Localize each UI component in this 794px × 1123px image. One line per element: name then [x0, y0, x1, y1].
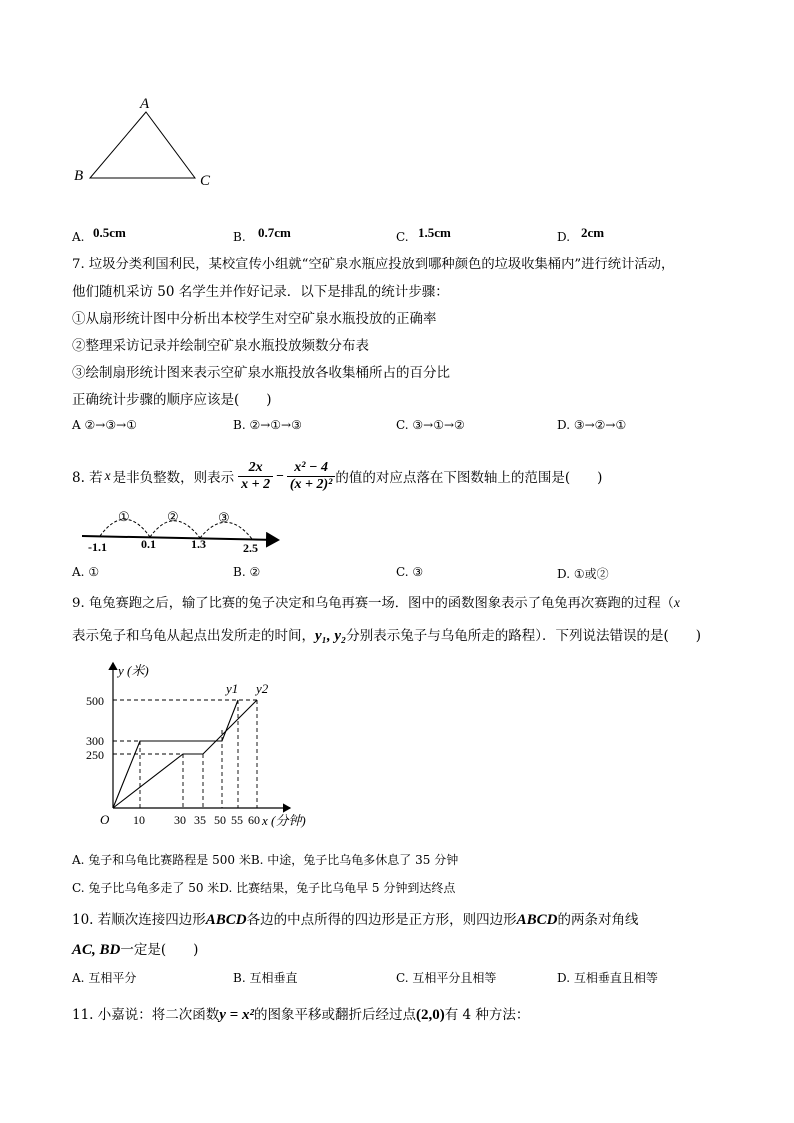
- y-axis-label: y (米): [118, 663, 149, 678]
- tick-label: 0.1: [141, 537, 156, 551]
- vertex-b-label: B: [74, 168, 84, 184]
- y-tick-300: 300: [86, 734, 104, 748]
- y-tick-500: 500: [86, 694, 104, 708]
- q9-option-a[interactable]: A. 兔子和乌龟比赛路程是 500 米: [72, 853, 251, 867]
- circle-label-2: ②: [167, 509, 179, 524]
- q9-options-row1: [72, 851, 458, 868]
- q10-option-a[interactable]: A. 互相平分: [72, 971, 137, 985]
- q10-option-c[interactable]: C. 互相平分且相等: [396, 971, 497, 985]
- q7-step1: ①从扇形统计图中分析出本校学生对空矿泉水瓶投放的正确率: [72, 311, 437, 327]
- q9-options-row2: [72, 879, 455, 896]
- x-tick-55: 55: [231, 813, 243, 827]
- q6-option-a[interactable]: A.: [72, 230, 85, 244]
- x-tick-60: 60: [248, 813, 260, 827]
- x-axis-label: x (分钟): [262, 813, 306, 828]
- q7-step3: ③绘制扇形统计图来表示空矿泉水瓶投放各收集桶所占的百分比: [72, 365, 450, 381]
- q6-option-c[interactable]: C.: [396, 230, 409, 244]
- circle-label-1: ①: [118, 509, 130, 524]
- y2-label: y2: [256, 681, 269, 696]
- q7-step2: ②整理采访记录并绘制空矿泉水瓶投放频数分布表: [72, 338, 369, 354]
- y-tick-250: 250: [86, 748, 104, 762]
- q7-option-c[interactable]: C. ③→①→②: [396, 418, 465, 432]
- q10-line2: AC, BD一定是( ): [72, 942, 199, 958]
- tick-label: -1.1: [88, 540, 107, 554]
- tick-label: 1.3: [191, 537, 206, 551]
- fraction-1: $\frac{2x}{x + 2}$: [238, 460, 273, 493]
- q10-option-b[interactable]: B. 互相垂直: [233, 971, 298, 985]
- tick-label: 2.5: [243, 541, 258, 555]
- q7-question: 正确统计步骤的顺序应该是( ): [72, 392, 272, 408]
- q8-option-d[interactable]: D. ①或②: [557, 567, 609, 581]
- q7-option-b[interactable]: B. ②→①→③: [233, 418, 302, 432]
- q8-option-a[interactable]: A. ①: [72, 565, 100, 579]
- q6-option-a-value: 0.5cm: [93, 225, 126, 240]
- fraction-2: $\frac{\text{x² − 4}}{\text{(x + 2)²}}$: [287, 460, 336, 493]
- q8-stem: 8. 若 x 是非负整数，则表示 $\frac{2x}{x + 2}$ − $\frac{\text{x² − 4}}{\text{(x + 2)²}}$ 的值的对应点落在下图数轴上的范围是( ): [72, 459, 603, 492]
- q7-option-a[interactable]: A ②→③→①: [72, 418, 137, 432]
- race-graph: [80, 655, 330, 835]
- q10-option-d[interactable]: D. 互相垂直且相等: [557, 971, 658, 985]
- x-tick-10: 10: [133, 813, 145, 827]
- q9-option-c[interactable]: C. 兔子比乌龟多走了 50 米: [72, 881, 220, 895]
- x-tick-50: 50: [214, 813, 226, 827]
- q6-option-c-value: 1.5cm: [418, 225, 451, 240]
- q9-option-d[interactable]: D. 比赛结果，兔子比乌龟早 5 分钟到达终点: [219, 881, 456, 895]
- number-line-figure: [78, 504, 288, 556]
- q6-option-d[interactable]: D.: [557, 230, 571, 244]
- x-tick-30: 30: [174, 813, 186, 827]
- q7-option-d[interactable]: D. ③→②→①: [557, 418, 627, 432]
- q8-option-c[interactable]: C. ③: [396, 565, 424, 579]
- origin-label: O: [100, 812, 110, 827]
- q8-option-b[interactable]: B. ②: [233, 565, 261, 579]
- vertex-a-label: A: [140, 96, 150, 112]
- y1-label: y1: [226, 681, 239, 696]
- q6-option-d-value: 2cm: [581, 225, 605, 240]
- q9-line2: 表示兔子和乌龟从起点出发所走的时间，y₁, y₂分别表示兔子与乌龟所走的路程）．下列说法错误的是( ): [72, 628, 702, 644]
- q11-line1: 11. 小嘉说：将二次函数y = x²的图象平移或翻折后经过点(2,0)有 4 种方法：: [72, 1007, 530, 1023]
- vertex-c-label: C: [200, 173, 211, 189]
- q10-line1: 10. 若顺次连接四边形ABCD各边的中点所得的四边形是正方形，则四边形ABCD的两条对角线: [72, 912, 639, 928]
- q6-option-b-value: 0.7cm: [258, 225, 291, 240]
- q9-option-b[interactable]: B. 中途，兔子比乌龟多休息了 35 分钟: [250, 853, 459, 867]
- q6-option-b[interactable]: B.: [233, 230, 246, 244]
- q9-line1: 9. 龟兔赛跑之后，输了比赛的兔子决定和乌龟再赛一场．图中的函数图象表示了龟兔再次赛跑的过程（x: [72, 595, 680, 611]
- circle-label-3: ③: [218, 510, 230, 525]
- x-tick-35: 35: [194, 813, 206, 827]
- triangle-figure: [70, 92, 230, 192]
- q7-line2: 他们随机采访 50 名学生并作好记录．以下是排乱的统计步骤：: [72, 284, 449, 300]
- q7-line1: 7. 垃圾分类利国利民，某校宣传小组就“空矿泉水瓶应投放到哪种颜色的垃圾收集桶内”进行统计活动，: [72, 257, 675, 272]
